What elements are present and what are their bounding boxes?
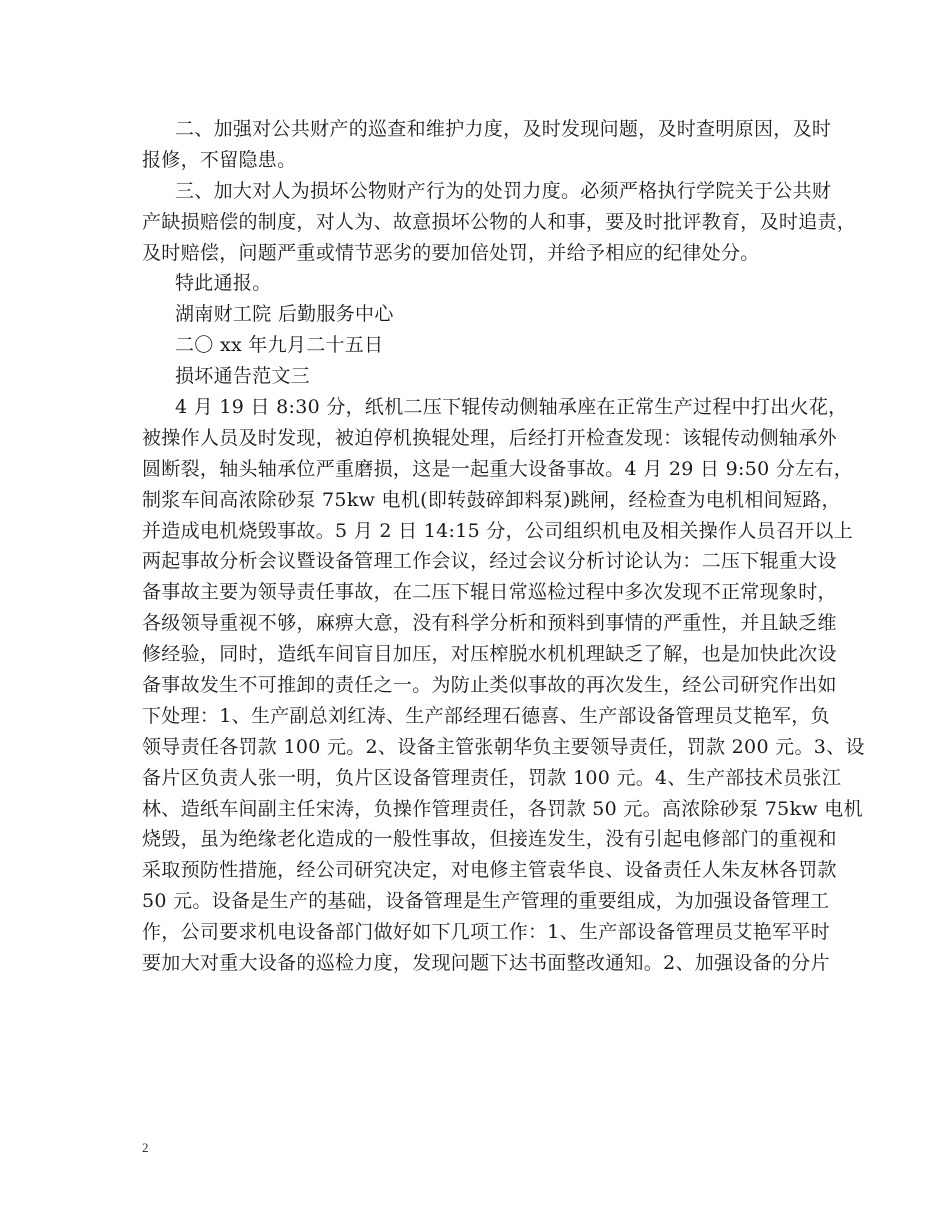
text-line: 圆断裂，轴头轴承位严重磨损，这是一起重大设备事故。4 月 29 日 9:50 分左右， (142, 457, 854, 480)
document-body (142, 114, 865, 979)
text-line: 50 元。设备是生产的基础，设备管理是生产管理的重要组成，为加强设备管理工 (142, 890, 830, 913)
text-line: 产缺损赔偿的制度，对人为、故意损坏公物的人和事，要及时批评教育，及时追责， (142, 210, 857, 233)
text-line: 两起事故分析会议暨设备管理工作会议，经过会议分析讨论认为：二压下辊重大设 (142, 550, 837, 573)
text-line: 被操作人员及时发现，被迫停机换辊处理，后经打开检查发现：该辊传动侧轴承外 (142, 426, 837, 449)
text-line: 二〇 xx 年九月二十五日 (175, 334, 384, 357)
text-line: 领导责任各罚款 100 元。2、设备主管张朝华负主要领导责任，罚款 200 元。3、设 (142, 735, 865, 758)
text-line: 三、加大对人为损坏公物财产行为的处罚力度。必须严格执行学院关于公共财 (175, 179, 832, 202)
text-line: 烧毁，虽为绝缘老化造成的一般性事故，但接连发生，没有引起电修部门的重视和 (142, 828, 837, 851)
text-line: 并造成电机烧毁事故。5 月 2 日 14:15 分，公司组织机电及相关操作人员召开以上 (142, 519, 854, 542)
text-line: 4 月 19 日 8:30 分，纸机二压下辊传动侧轴承座在正常生产过程中打出火花， (175, 396, 848, 419)
text-line: 及时赔偿，问题严重或情节恶劣的要加倍处罚，并给予相应的纪律处分。 (142, 241, 760, 264)
page-number: 2 (142, 1140, 149, 1155)
text-line: 备片区负责人张一明，负片区设备管理责任，罚款 100 元。4、生产部技术员张江 (142, 766, 842, 789)
text-line: 制浆车间高浓除砂泵 75kw 电机(即转鼓碎卸料泵)跳闸，经检查为电机相间短路， (142, 488, 841, 511)
text-line: 下处理：1、生产副总刘红涛、生产部经理石德喜、生产部设备管理员艾艳军，负 (142, 704, 830, 727)
text-line: 采取预防性措施，经公司研究决定，对电修主管袁华良、设备责任人朱友林各罚款 (142, 859, 837, 882)
text-line: 林、造纸车间副主任宋涛，负操作管理责任，各罚款 50 元。高浓除砂泵 75kw 电机 (142, 797, 863, 820)
text-line: 二、加强对公共财产的巡查和维护力度，及时发现问题，及时查明原因，及时 (175, 118, 832, 140)
text-line: 要加大对重大设备的巡检力度，发现问题下达书面整改通知。2、加强设备的分片 (142, 952, 830, 975)
text-line: 备事故发生不可推卸的责任之一。为防止类似事故的再次发生，经公司研究作出如 (142, 674, 837, 697)
text-line: 损坏通告范文三 (175, 365, 311, 388)
text-line: 作，公司要求机电设备部门做好如下几项工作：1、生产部设备管理员艾艳军平时 (142, 921, 830, 944)
text-line: 特此通报。 (175, 272, 272, 295)
text-line: 报修，不留隐患。 (142, 148, 297, 171)
text-line: 各级领导重视不够，麻痹大意，没有科学分析和预料到事情的严重性，并且缺乏维 (142, 612, 837, 635)
text-line: 修经验，同时，造纸车间盲目加压，对压榨脱水机机理缺乏了解，也是加快此次设 (142, 643, 837, 666)
text-line: 湖南财工院 后勤服务中心 (175, 303, 394, 326)
text-line: 备事故主要为领导责任事故，在二压下辊日常巡检过程中多次发现不正常现象时， (142, 581, 837, 604)
